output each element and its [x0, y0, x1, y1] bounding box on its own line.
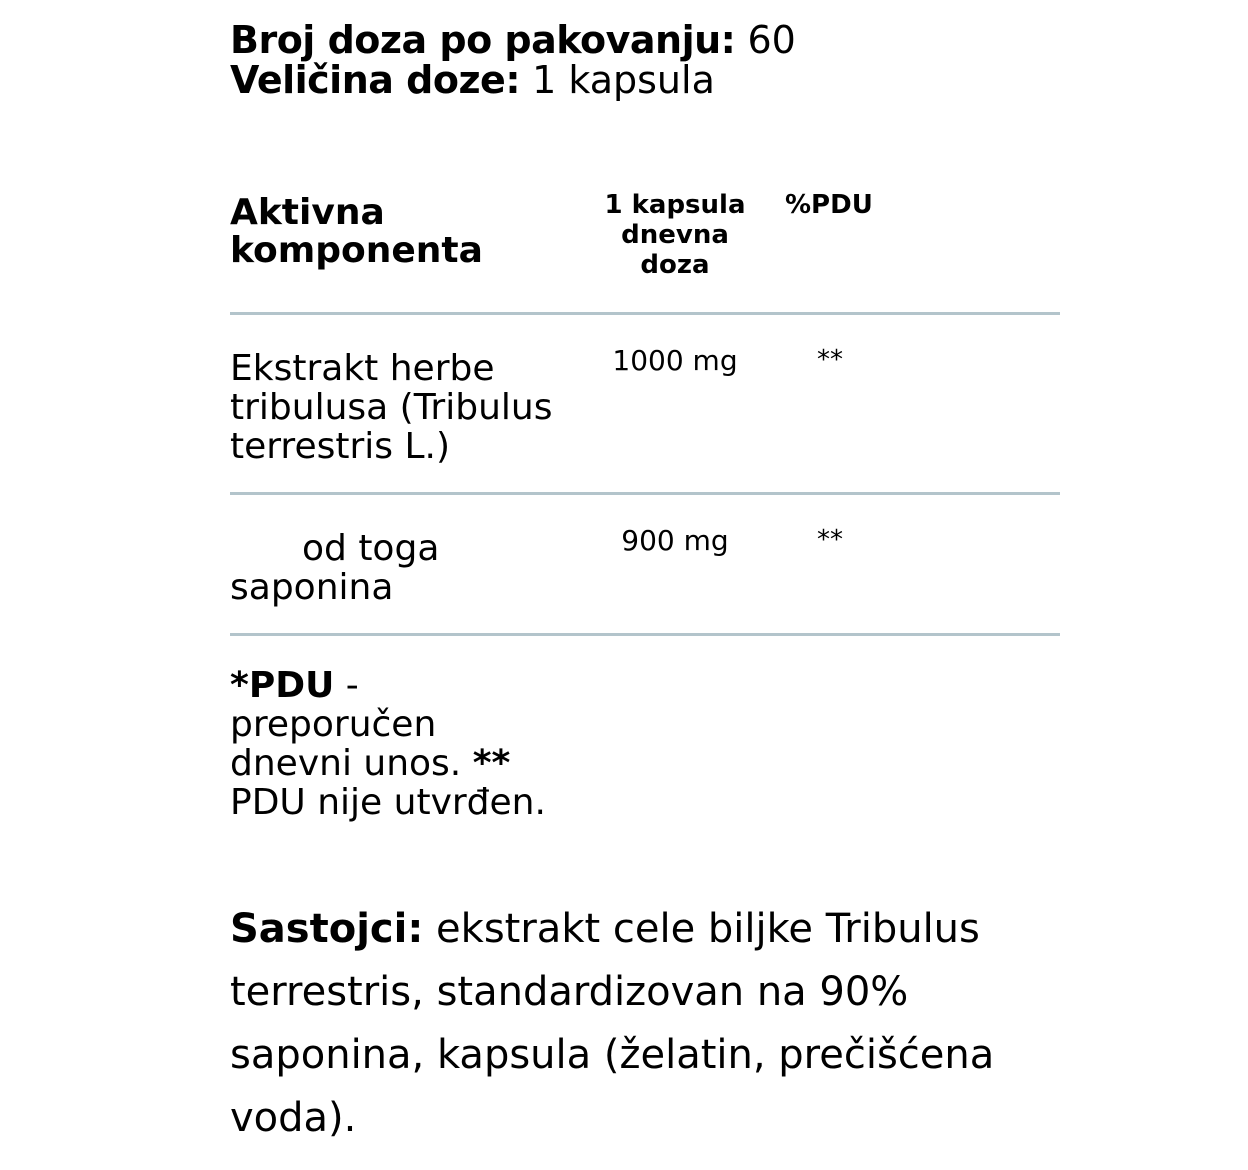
serving-size-label: Veličina doze:: [230, 58, 521, 102]
table-row: [230, 315, 1060, 492]
table-row: [230, 495, 1060, 633]
header-pdu: %PDU: [785, 190, 873, 220]
row-pdu: **: [817, 525, 843, 555]
servings-value: 60: [747, 18, 796, 62]
header-dose-line: dnevna: [621, 220, 729, 250]
row-component-name: [230, 349, 580, 466]
ingredients-text: ekstrakt cele biljke Tribulus terrestris, standardizovan na 90% saponina, kapsula (želatin, prečišćena voda).: [230, 906, 995, 1141]
footnote-line: [230, 666, 580, 705]
header-dose-line: 1 kapsula: [604, 190, 746, 220]
header-component: [230, 194, 570, 270]
row-name-line: Ekstrakt herbe: [230, 348, 495, 389]
servings-per-package: [230, 20, 796, 60]
servings-label: Broj doza po pakovanju:: [230, 18, 736, 62]
table-header: [230, 190, 1060, 312]
row-name-line: saponina: [230, 567, 394, 608]
row-amount: 900 mg: [621, 524, 729, 557]
header-dose-line: doza: [640, 250, 710, 280]
header-component-line: komponenta: [230, 230, 483, 271]
footnote-pdu-label: *PDU: [230, 665, 335, 706]
serving-size: [230, 60, 796, 100]
footnote-asterisks: **: [472, 743, 511, 784]
row-component-name: [230, 529, 580, 607]
row-name-text: od toga: [302, 528, 440, 569]
footnote-text: dnevni unos.: [230, 743, 473, 784]
header-component-line: Aktivna: [230, 192, 385, 233]
row-pdu: **: [817, 345, 843, 375]
row-name-line: [230, 529, 580, 568]
footnote-line: [230, 744, 580, 783]
row-name-line: terrestris L.): [230, 426, 451, 467]
footnote-line: preporučen: [230, 704, 437, 745]
footnote-line: PDU nije utvrđen.: [230, 782, 546, 823]
row-name-line: tribulusa (Tribulus: [230, 387, 553, 428]
ingredients: [230, 898, 1020, 1150]
footnote: [230, 666, 580, 822]
serving-size-value: 1 kapsula: [532, 58, 715, 102]
header-daily-dose: [600, 190, 750, 280]
footnote-dash: -: [334, 665, 359, 706]
divider: [230, 633, 1060, 636]
row-amount: 1000 mg: [612, 344, 738, 377]
ingredients-label: Sastojci:: [230, 906, 424, 952]
dose-info: [230, 20, 796, 100]
nutrition-table: [230, 190, 1060, 636]
